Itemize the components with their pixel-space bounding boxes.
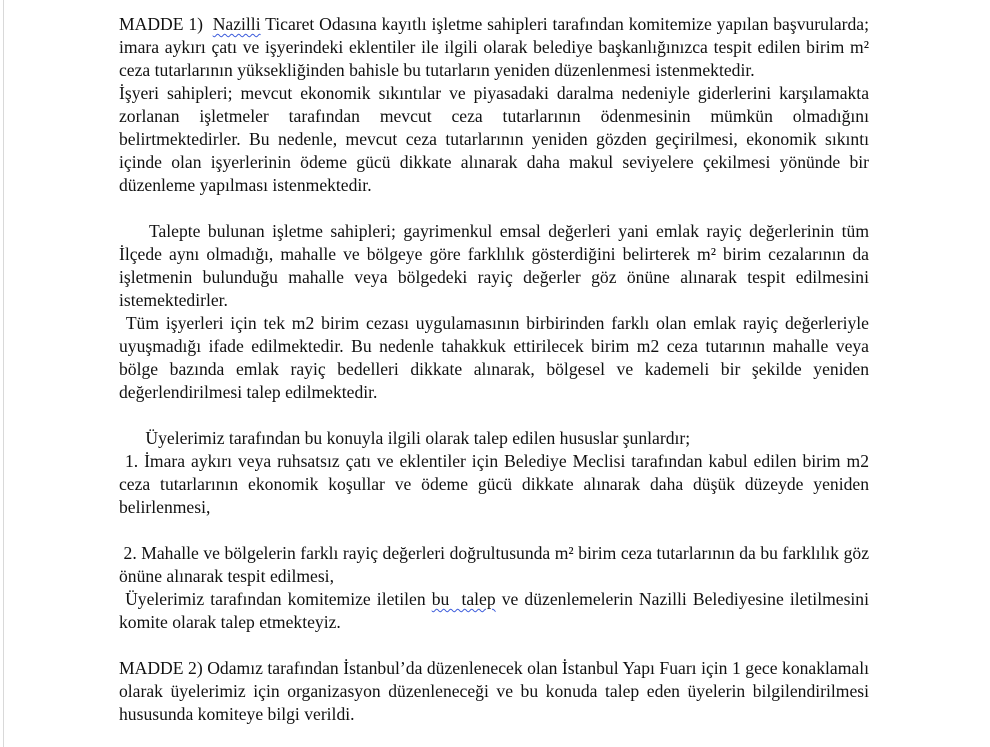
spellcheck-word-bu-talep[interactable]: bu talep [431, 589, 496, 609]
paragraph-isyeri-sahipleri: İşyeri sahipleri; mevcut ekonomik sıkıntılar ve piyasadaki daralma nedeniyle giderlerini karşılamakta zorlanan işletmeler tarafından mevcut ceza tutarlarının ödenmesinin mümkün olmadığını belirtmektedirler. Bu nedenle, mevcut ceza tutarlarının yeniden gözden geçirilmesi, ekonomik sıkıntı içinde olan işyerlerinin ödeme gücü dikkate alınarak daha makul seviyelere çekilmesi yönünde bir düzenleme yapılması istenmektedir. [119, 83, 869, 195]
spellcheck-word-nazilli[interactable]: Nazilli [212, 14, 261, 34]
list-item-2: 2. Mahalle ve bölgelerin farklı rayiç değerleri doğrultusunda m² birim ceza tutarlarının da bu farklılık göz önüne alınarak tespit edilmesi, [119, 543, 874, 586]
paragraph-madde-1 [119, 13, 869, 82]
komite-talep-lead: Üyelerimiz tarafından komitemize iletilen [119, 589, 432, 609]
page-edge [3, 0, 4, 747]
list-item-1: 1. İmara aykırı veya ruhsatsız çatı ve eklentiler için Belediye Meclisi tarafından kabul edilen birim m2 ceza tutarlarının ekonomik koşullar ve ödeme gücü dikkate alınarak daha düşük düzeyde yeniden belirlenmesi, [119, 451, 874, 517]
blank-line [119, 634, 869, 657]
document-page [119, 13, 874, 726]
paragraph-tum-isyerleri: Tüm işyerleri için tek m2 birim cezası uygulamasının birbirinden farklı olan emlak rayiç değerleriyle uyuşmadığı ifade edilmektedir. Bu nedenle tahakkuk ettirilecek birim m2 ceza tutarının mahalle veya bölge bazında emlak rayiç bedelleri dikkate alınarak, bölgesel ve kademeli bir şekilde yeniden değerlendirilmesi talep edilmektedir. [119, 313, 874, 402]
komite-talep-text: ve düzenlemelerin Nazilli Belediyesine iletilmesini komite olarak talep etmekteyiz. [119, 589, 869, 632]
madde-1-lead: MADDE 1) [119, 14, 213, 34]
blank-line [119, 404, 869, 427]
paragraph-talepte-bulunan: Talepte bulunan işletme sahipleri; gayrimenkul emsal değerleri yani emlak rayiç değerlerinin tüm İlçede aynı olmadığı, mahalle ve bölgeye göre farklılık gösterdiğini belirterek m² birim cezalarının da işletmenin bulunduğu mahalle veya bölgedeki rayiç değerler göz önüne alınarak tespit edilmesini istemektedirler. [119, 221, 874, 310]
paragraph-talep-hususlar: Üyelerimiz tarafından bu konuyla ilgili olarak talep edilen hususlar şunlardır; [119, 428, 691, 448]
paragraph-komite-talep [119, 588, 869, 634]
paragraph-madde-2: MADDE 2) Odamız tarafından İstanbul’da düzenlenecek olan İstanbul Yapı Fuarı için 1 gece konaklamalı olarak üyelerimiz için organizasyon düzenleneceği ve bu konuda talep eden üyelerin bilgilendirilmesi hususunda komiteye bilgi verildi. [119, 658, 869, 724]
blank-line [119, 197, 869, 220]
madde-1-text: Ticaret Odasına kayıtlı işletme sahipleri tarafından komitemize yapılan başvurularda; imara aykırı çatı ve işyerindeki eklentiler ile ilgili olarak belediye başkanlığınızca tespit edilen birim m² ceza tutarlarının yüksekliğinden bahisle bu tutarların yeniden düzenlenmesi istenmektedir. [119, 14, 869, 80]
blank-line [119, 519, 869, 542]
